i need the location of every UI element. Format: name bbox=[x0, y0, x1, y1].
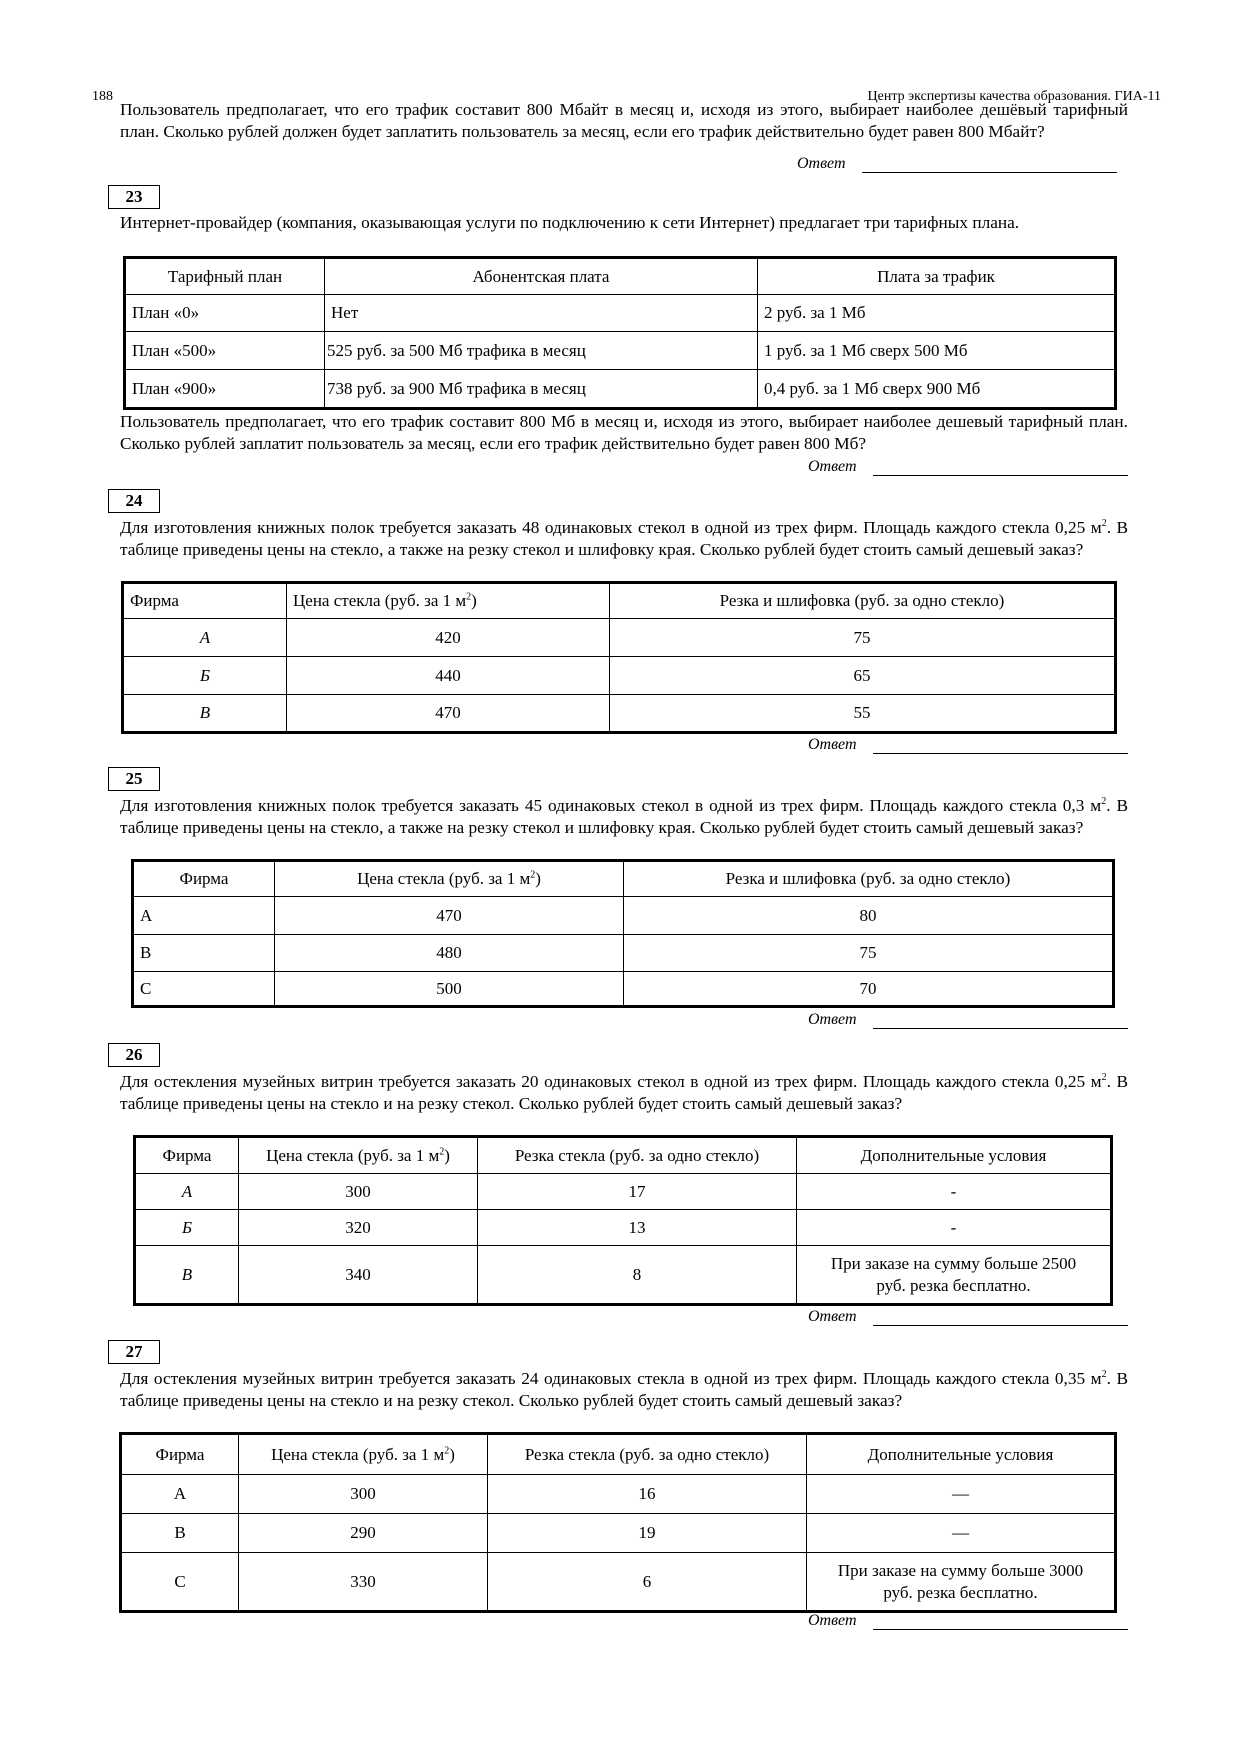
table-cell: 470 bbox=[287, 695, 610, 732]
table-cell: 80 bbox=[624, 897, 1113, 935]
table-cell: — bbox=[807, 1475, 1115, 1514]
table-cell: 75 bbox=[610, 619, 1115, 657]
q26-answer bbox=[808, 1308, 1128, 1328]
q23-answer bbox=[808, 458, 1128, 478]
table-cell: Нет bbox=[325, 295, 758, 332]
table-cell: 320 bbox=[239, 1210, 478, 1246]
question-number-26: 26 bbox=[108, 1043, 160, 1067]
table-cell: 300 bbox=[239, 1475, 488, 1514]
table-header: Резка стекла (руб. за одно стекло) bbox=[488, 1435, 807, 1475]
table-cell: При заказе на сумму больше 3000 руб. резка бесплатно. bbox=[807, 1553, 1115, 1611]
question-number-24: 24 bbox=[108, 489, 160, 513]
q27-text: Для остекления музейных витрин требуется заказать 24 одинаковых стекла в одной из трех фирм. Площадь каждого стекла 0,35 $м^2$. В таблице приведены цены на стекло и на резку стекол. Сколько рублей будет стоить самый дешевый заказ? bbox=[120, 1369, 1129, 1410]
table-cell: Б bbox=[124, 657, 287, 695]
answer-label: Ответ bbox=[808, 736, 857, 753]
table-header: Резка и шлифовка (руб. за одно стекло) bbox=[624, 862, 1113, 897]
table-cell: 738 руб. за 900 Мб трафика в месяц bbox=[325, 370, 758, 408]
table-cell: 16 bbox=[488, 1475, 807, 1514]
table-header: Тарифный план bbox=[126, 259, 325, 295]
table-cell: 480 bbox=[275, 935, 624, 972]
table-header: Фирма bbox=[122, 1435, 239, 1475]
table-cell: А bbox=[124, 619, 287, 657]
table-cell: C bbox=[134, 972, 275, 1006]
q23-tariff-table bbox=[125, 258, 1115, 408]
table-cell: 440 bbox=[287, 657, 610, 695]
q24-price-table bbox=[123, 583, 1115, 732]
table-cell: 6 bbox=[488, 1553, 807, 1611]
table-cell: 55 bbox=[610, 695, 1115, 732]
table-header: Фирма bbox=[134, 862, 275, 897]
table-cell: План «900» bbox=[126, 370, 325, 408]
table-cell: 300 bbox=[239, 1174, 478, 1210]
table-cell: В bbox=[136, 1246, 239, 1304]
q25-answer bbox=[808, 1011, 1128, 1031]
table-header: Цена стекла (руб. за 1 $м^2$) bbox=[239, 1138, 478, 1174]
answer-line[interactable] bbox=[862, 172, 1117, 173]
q24-text: Для изготовления книжных полок требуется заказать 48 одинаковых стекол в одной из трех фирм. Площадь каждого стекла 0,25 $м^2$. В таблице приведены цены на стекло, а также на резку стекол и шлифовку края. Сколько рублей будет стоить самый дешевый заказ? bbox=[120, 518, 1129, 559]
table-header: Цена стекла (руб. за 1 $м^2$) bbox=[275, 862, 624, 897]
table-header: Дополнительные условия bbox=[797, 1138, 1111, 1174]
question-number-27: 27 bbox=[108, 1340, 160, 1364]
table-cell: 330 bbox=[239, 1553, 488, 1611]
table-cell: 340 bbox=[239, 1246, 478, 1304]
q26-text: Для остекления музейных витрин требуется заказать 20 одинаковых стекол в одной из трех фирм. Площадь каждого стекла 0,25 $м^2$. В таблице приведены цены на стекло и на резку стекол. Сколько рублей будет стоить самый дешевый заказ? bbox=[120, 1072, 1128, 1113]
answer-label: Ответ bbox=[808, 1308, 857, 1325]
answer-label: Ответ bbox=[797, 155, 846, 172]
answer-label: Ответ bbox=[808, 1011, 857, 1028]
q25-price-table bbox=[133, 861, 1113, 1006]
table-header: Цена стекла (руб. за 1 $м^2$) bbox=[287, 584, 610, 619]
table-cell: B bbox=[134, 935, 275, 972]
table-cell: 290 bbox=[239, 1514, 488, 1553]
table-cell: A bbox=[134, 897, 275, 935]
table-cell: 500 bbox=[275, 972, 624, 1006]
page-number: 188 bbox=[92, 89, 113, 104]
answer-line[interactable] bbox=[873, 1028, 1128, 1029]
table-cell: - bbox=[797, 1210, 1111, 1246]
table-cell: 2 руб. за 1 Мб bbox=[758, 295, 1115, 332]
table-cell: A bbox=[122, 1475, 239, 1514]
table-header: Фирма bbox=[124, 584, 287, 619]
q25-text: Для изготовления книжных полок требуется заказать 45 одинаковых стекол в одной из трех фирм. Площадь каждого стекла 0,3 $м^2$. В таблице приведены цены на стекло, а также на резку стекол и шлифовку края. Сколько рублей будет стоить самый дешевый заказ? bbox=[120, 796, 1128, 837]
q24-answer bbox=[808, 736, 1128, 756]
table-cell: 420 bbox=[287, 619, 610, 657]
table-header: Фирма bbox=[136, 1138, 239, 1174]
table-cell: 525 руб. за 500 Мб трафика в месяц bbox=[325, 332, 758, 370]
table-cell: 0,4 руб. за 1 Мб сверх 900 Мб bbox=[758, 370, 1115, 408]
table-cell: 1 руб. за 1 Мб сверх 500 Мб bbox=[758, 332, 1115, 370]
table-cell: 65 bbox=[610, 657, 1115, 695]
q23-text: Интернет-провайдер (компания, оказывающая услуги по подключению к сети Интернет) предлагает три тарифных плана. bbox=[120, 213, 1020, 232]
table-cell: 13 bbox=[478, 1210, 797, 1246]
answer-label: Ответ bbox=[808, 458, 857, 475]
table-header: Резка стекла (руб. за одно стекло) bbox=[478, 1138, 797, 1174]
table-cell: 17 bbox=[478, 1174, 797, 1210]
answer-label: Ответ bbox=[808, 1612, 857, 1629]
q27-price-table bbox=[121, 1434, 1115, 1611]
table-header: Абонентская плата bbox=[325, 259, 758, 295]
table-cell: B bbox=[122, 1514, 239, 1553]
table-cell: 19 bbox=[488, 1514, 807, 1553]
table-cell: В bbox=[124, 695, 287, 732]
table-cell: 75 bbox=[624, 935, 1113, 972]
header-organization: Центр экспертизы качества образования. ГИА-11 bbox=[867, 89, 1161, 104]
q23-after-text: Пользователь предполагает, что его трафик составит 800 Мб в месяц и, исходя из этого, выбирает наиболее дешевый тарифный план. Сколько рублей заплатит пользователь за месяц, если его трафик действительно будет равен 800 Мб? bbox=[120, 412, 1128, 453]
table-cell: А bbox=[136, 1174, 239, 1210]
table-cell: 70 bbox=[624, 972, 1113, 1006]
answer-line[interactable] bbox=[873, 475, 1128, 476]
intro-paragraph: Пользователь предполагает, что его трафик составит 800 Мбайт в месяц и, исходя из этого, выбирает наиболее дешёвый тарифный план. Сколько рублей должен будет заплатить пользователь за месяц, если его трафик действительно будет равен 800 Мбайт? bbox=[120, 100, 1128, 141]
intro-answer bbox=[797, 155, 1117, 175]
table-header: Плата за трафик bbox=[758, 259, 1115, 295]
table-header: Цена стекла (руб. за 1 $м^2$) bbox=[239, 1435, 488, 1475]
table-cell: C bbox=[122, 1553, 239, 1611]
answer-line[interactable] bbox=[873, 1325, 1128, 1326]
table-cell: Б bbox=[136, 1210, 239, 1246]
table-header: Дополнительные условия bbox=[807, 1435, 1115, 1475]
q27-answer bbox=[808, 1612, 1128, 1632]
answer-line[interactable] bbox=[873, 1629, 1128, 1630]
question-number-25: 25 bbox=[108, 767, 160, 791]
table-cell: 8 bbox=[478, 1246, 797, 1304]
table-cell: 470 bbox=[275, 897, 624, 935]
table-cell: План «0» bbox=[126, 295, 325, 332]
table-header: Резка и шлифовка (руб. за одно стекло) bbox=[610, 584, 1115, 619]
question-number-23: 23 bbox=[108, 185, 160, 209]
table-cell: - bbox=[797, 1174, 1111, 1210]
answer-line[interactable] bbox=[873, 753, 1128, 754]
table-cell: При заказе на сумму больше 2500 руб. резка бесплатно. bbox=[797, 1246, 1111, 1304]
table-cell: — bbox=[807, 1514, 1115, 1553]
q26-price-table bbox=[135, 1137, 1111, 1304]
table-cell: План «500» bbox=[126, 332, 325, 370]
